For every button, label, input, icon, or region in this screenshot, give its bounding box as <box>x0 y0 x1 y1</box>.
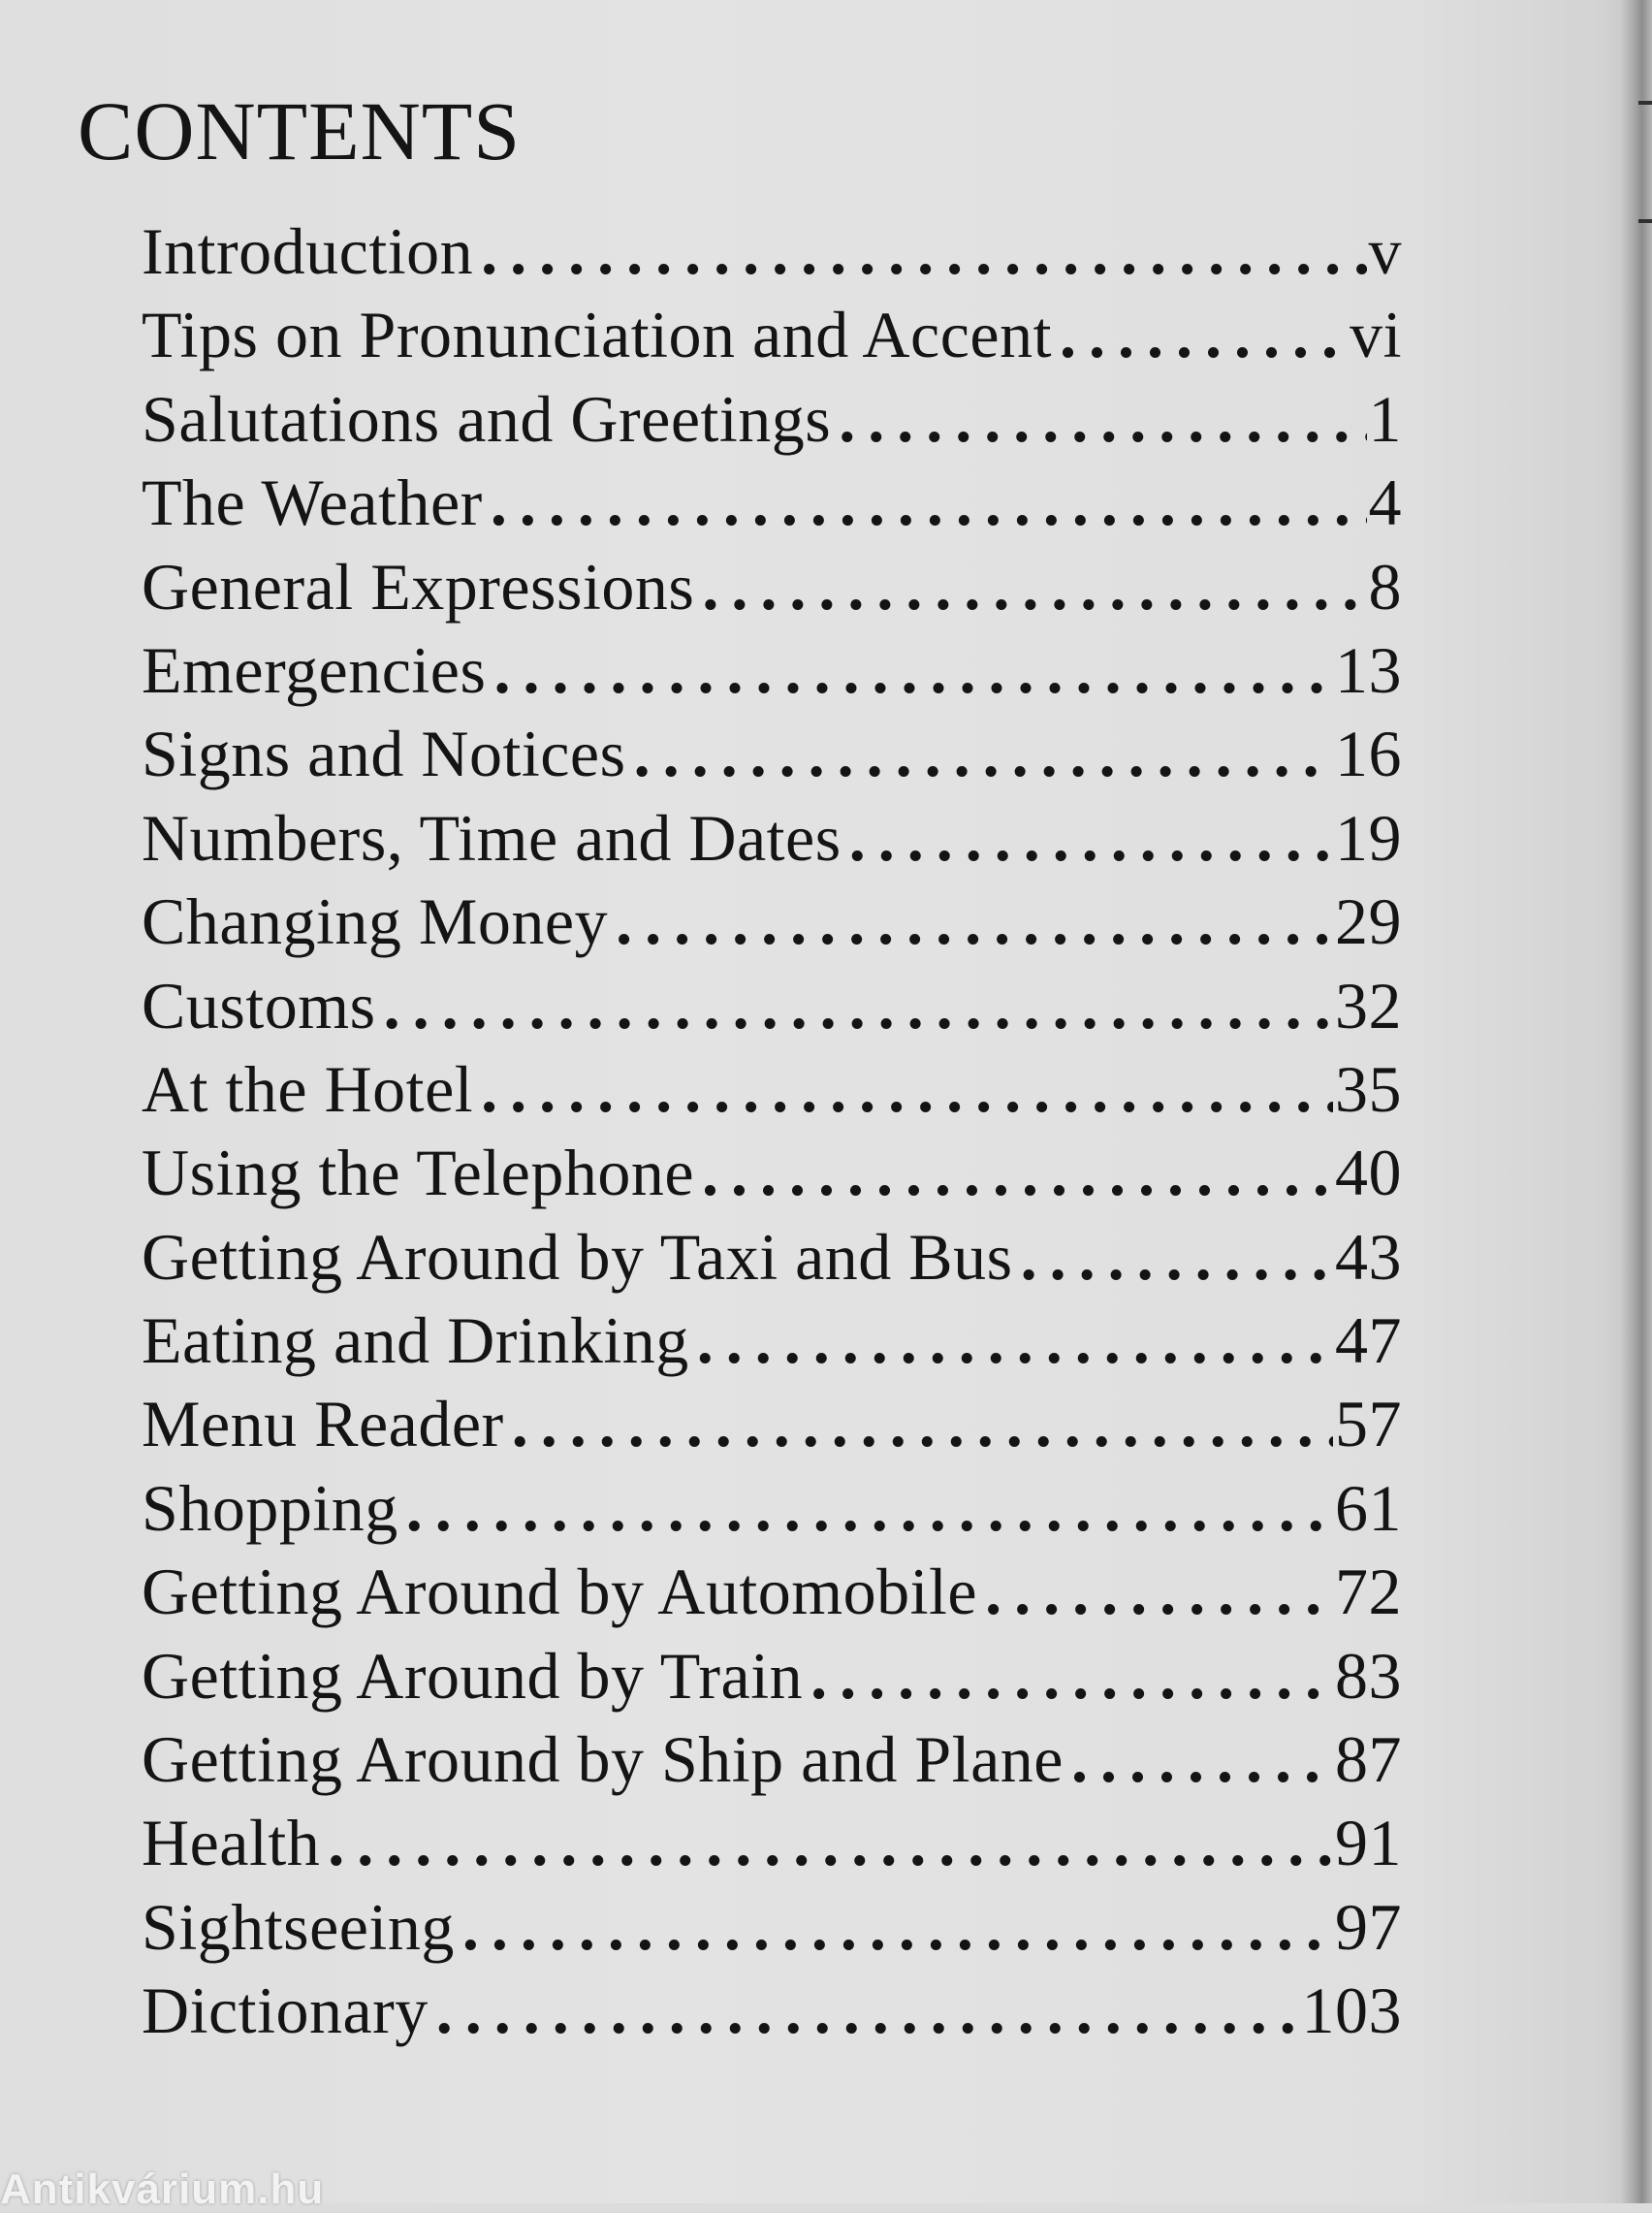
toc-entry[interactable] <box>142 545 1402 628</box>
toc-entry-page-number: 91 <box>1335 1806 1402 1880</box>
toc-entry-label: Emergencies <box>142 632 487 707</box>
toc-entry-label: Getting Around by Automobile <box>142 1555 978 1629</box>
dot-leader <box>504 1382 1333 1465</box>
dot-leader <box>831 377 1366 461</box>
toc-entry-page-number: v <box>1368 214 1402 288</box>
dot-leader <box>803 1634 1333 1717</box>
toc-entry-label: Sightseeing <box>142 1889 455 1964</box>
toc-entry-page-number: vi <box>1350 298 1402 372</box>
toc-entry[interactable] <box>142 964 1402 1047</box>
toc-entry-label: Tips on Pronunciation and Accent <box>142 298 1052 372</box>
toc-entry-page-number: 40 <box>1335 1136 1402 1210</box>
toc-entry-page-number: 13 <box>1335 632 1402 707</box>
toc-entry-page-number: 57 <box>1335 1387 1402 1461</box>
dot-leader <box>376 964 1333 1047</box>
toc-entry[interactable] <box>142 880 1402 963</box>
toc-entry-label: Shopping <box>142 1470 398 1545</box>
page-spine-edge <box>1619 0 1652 2203</box>
toc-entry-page-number: 32 <box>1335 968 1402 1042</box>
dot-leader <box>1064 1717 1333 1801</box>
toc-entry-label: Menu Reader <box>142 1387 504 1461</box>
toc-entry-label: Signs and Notices <box>142 717 626 791</box>
toc-entry-page-number: 29 <box>1335 884 1402 959</box>
toc-entry-label: The Weather <box>142 465 483 540</box>
toc-entry-label: Using the Telephone <box>142 1136 695 1210</box>
toc-entry[interactable] <box>142 1717 1402 1801</box>
toc-entry-label: Eating and Drinking <box>142 1303 689 1378</box>
toc-entry-page-number: 16 <box>1335 717 1402 791</box>
toc-entry[interactable] <box>142 1801 1402 1884</box>
toc-entry[interactable] <box>142 628 1402 712</box>
toc-entry[interactable] <box>142 1969 1402 2052</box>
dot-leader <box>1052 293 1348 376</box>
dot-leader <box>1013 1215 1333 1299</box>
toc-entry-label: Numbers, Time and Dates <box>142 800 842 875</box>
toc-entry-label: Getting Around by Taxi and Bus <box>142 1219 1013 1294</box>
toc-entry[interactable] <box>142 461 1402 544</box>
dot-leader <box>689 1299 1333 1382</box>
dot-leader <box>483 461 1367 544</box>
toc-entry[interactable] <box>142 1885 1402 1969</box>
toc-entry[interactable] <box>142 1466 1402 1550</box>
toc-entry[interactable] <box>142 1550 1402 1633</box>
dot-leader <box>398 1466 1333 1550</box>
toc-entry[interactable] <box>142 293 1402 376</box>
toc-entry[interactable] <box>142 1382 1402 1465</box>
dot-leader <box>473 209 1366 293</box>
toc-entry-page-number: 61 <box>1335 1470 1402 1545</box>
toc-entry-page-number: 43 <box>1335 1219 1402 1294</box>
dot-leader <box>977 1550 1333 1633</box>
toc-entry-page-number: 97 <box>1335 1889 1402 1964</box>
edge-mark <box>1638 219 1652 223</box>
toc-entry-label: Salutations and Greetings <box>142 381 832 456</box>
toc-entry[interactable] <box>142 209 1402 293</box>
toc-entry[interactable] <box>142 1299 1402 1382</box>
page-title: CONTENTS <box>78 83 522 177</box>
toc-entry-label: General Expressions <box>142 549 695 624</box>
toc-entry-label: Getting Around by Train <box>142 1638 804 1713</box>
dot-leader <box>608 880 1333 963</box>
toc-entry-page-number: 35 <box>1335 1051 1402 1126</box>
toc-entry-page-number: 83 <box>1335 1638 1402 1713</box>
dot-leader <box>429 1969 1300 2052</box>
toc-entry-label: Changing Money <box>142 884 609 959</box>
toc-entry[interactable] <box>142 1131 1402 1214</box>
toc-entry-label: Customs <box>142 968 376 1042</box>
dot-leader <box>842 796 1333 880</box>
toc-entry[interactable] <box>142 1047 1402 1131</box>
dot-leader <box>455 1885 1333 1969</box>
toc-entry-page-number: 47 <box>1335 1303 1402 1378</box>
toc-entry-label: At the Hotel <box>142 1051 474 1126</box>
toc-entry-page-number: 8 <box>1368 549 1402 624</box>
table-of-contents <box>142 209 1402 2053</box>
toc-entry[interactable] <box>142 712 1402 795</box>
toc-entry-page-number: 87 <box>1335 1722 1402 1797</box>
toc-entry-label: Dictionary <box>142 1973 429 2048</box>
toc-entry-page-number: 19 <box>1335 800 1402 875</box>
toc-entry[interactable] <box>142 1634 1402 1717</box>
toc-entry-label: Health <box>142 1806 321 1880</box>
dot-leader <box>694 545 1366 628</box>
dot-leader <box>626 712 1333 795</box>
toc-entry[interactable] <box>142 1215 1402 1299</box>
dot-leader <box>694 1131 1333 1214</box>
watermark: Antikvárium.hu <box>0 2165 325 2213</box>
toc-entry-page-number: 4 <box>1368 465 1402 540</box>
toc-entry[interactable] <box>142 377 1402 461</box>
toc-entry-label: Getting Around by Ship and Plane <box>142 1722 1064 1797</box>
toc-entry-page-number: 1 <box>1368 381 1402 456</box>
toc-entry-page-number: 103 <box>1301 1973 1402 2048</box>
dot-leader <box>473 1047 1333 1131</box>
dot-leader <box>320 1801 1333 1884</box>
edge-mark <box>1638 101 1652 105</box>
dot-leader <box>486 628 1333 712</box>
toc-entry-label: Introduction <box>142 214 474 288</box>
toc-entry[interactable] <box>142 796 1402 880</box>
toc-entry-page-number: 72 <box>1335 1555 1402 1629</box>
